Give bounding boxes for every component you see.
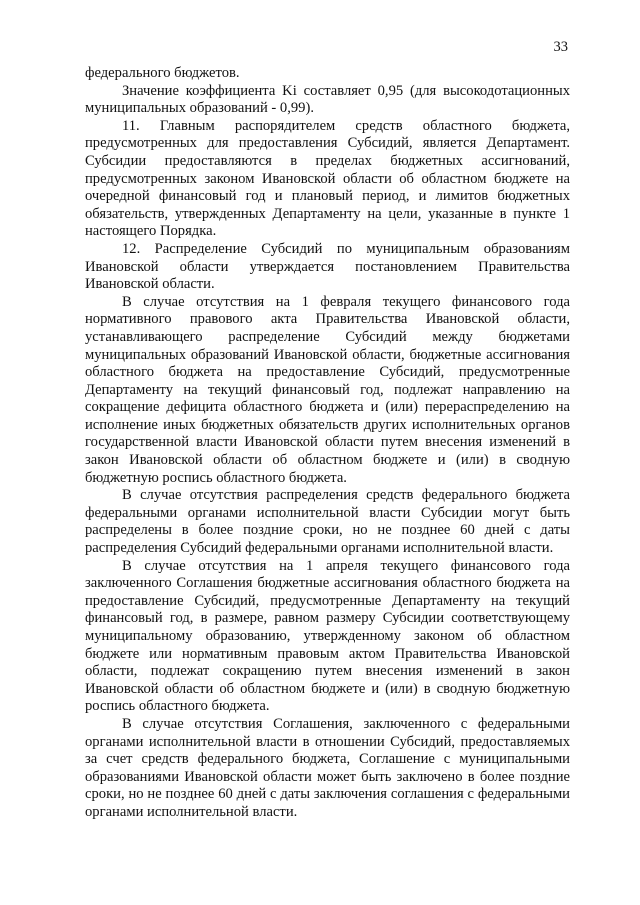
- paragraph-february-case: В случае отсутствия на 1 февраля текущего финансового года нормативного правового акта Правительства Ивановской области, устанавливающего распределение Субсидий между бюджетами муниципальных образований Ивановской области, бюджетные ассигнования областного бюджета на предоставление Субсидий, предусмотренные Департаменту на текущий финансовый год, подлежат направлению на сокращение дефицита областного бюджета и (или) перераспределению на исполнение иных бюджетных обязательств других исполнительных органов государственной власти Ивановской области путем внесения изменений в закон Ивановской области об областном бюджете и (или) в сводную бюджетную роспись областного бюджета.: [85, 293, 570, 486]
- paragraph-federal-distribution-case: В случае отсутствия распределения средств федерального бюджета федеральными органами исполнительной власти Субсидии могут быть распределены в более поздние сроки, но не позднее 60 дней с даты распределения Субсидий федеральными органами исполнительной власти.: [85, 487, 570, 557]
- page-number: 33: [553, 39, 568, 55]
- paragraph-agreement-case: В случае отсутствия Соглашения, заключенного с федеральными органами исполнительной власти в отношении Субсидий, предоставляемых за счет средств федерального бюджета, Соглашение с муниципальными образованиями Ивановской области может быть заключено в более поздние сроки, но не позднее 60 дней с даты заключения соглашения с федеральными органами исполнительной власти.: [85, 715, 570, 820]
- paragraph-item-11: 11. Главным распорядителем средств областного бюджета, предусмотренных для предоставления Субсидий, является Департамент. Субсидии предоставляются в пределах бюджетных ассигнований, предусмотренных законом Ивановской области об областном бюджете на очередной финансовый год и плановый период, и лимитов бюджетных обязательств, утвержденных Департаменту на цели, указанные в пункте 1 настоящего Порядка.: [85, 117, 570, 240]
- document-body: [85, 65, 570, 822]
- paragraph-april-case: В случае отсутствия на 1 апреля текущего финансового года заключенного Соглашения бюджетные ассигнования областного бюджета на предоставление Субсидий, предусмотренные Департаменту на текущий финансовый год, в размере, равном размеру Субсидии соответствующему муниципальному образованию, утвержденному законом об областном бюджете или нормативным правовым актом Правительства Ивановской области, подлежат сокращению путем внесения изменений в закон Ивановской области об областном бюджете и (или) в сводную бюджетную роспись областного бюджета.: [85, 557, 570, 715]
- paragraph-coefficient: Значение коэффициента Ki составляет 0,95 (для высокодотационных муниципальных образований - 0,99).: [85, 82, 570, 117]
- paragraph-continuation: федерального бюджетов.: [85, 65, 240, 81]
- paragraph-item-12: 12. Распределение Субсидий по муниципальным образованиям Ивановской области утверждается постановлением Правительства Ивановской области.: [85, 240, 570, 293]
